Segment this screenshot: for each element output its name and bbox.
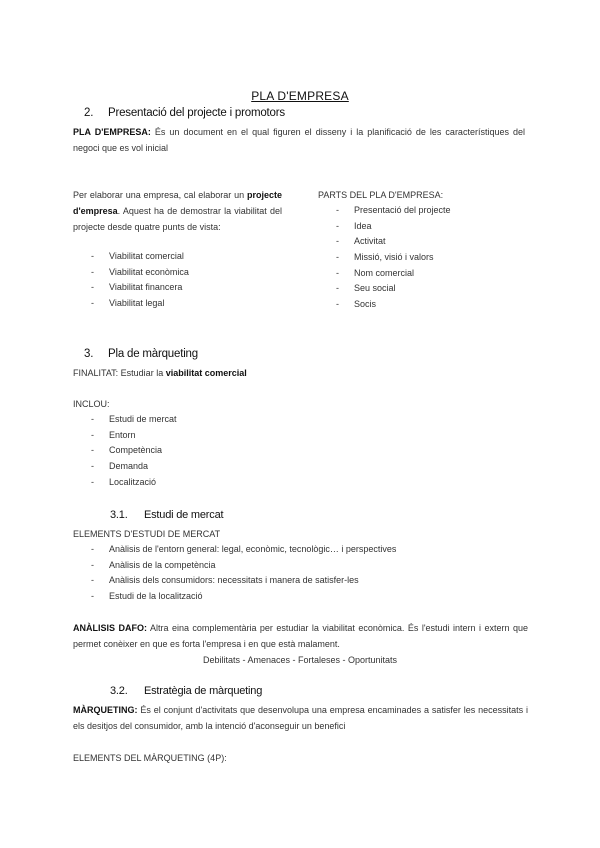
list-item: - Seu social bbox=[354, 281, 534, 297]
viability-list bbox=[109, 249, 289, 312]
intro-text-start: Per elaborar una empresa, cal elaborar un bbox=[73, 190, 247, 200]
list-item: - Competència bbox=[109, 443, 289, 459]
market-study-elements-label: ELEMENTS D'ESTUDI DE MERCAT bbox=[73, 529, 221, 539]
section-3-1-number: 3.1. bbox=[110, 509, 128, 521]
section-3-1-heading bbox=[110, 509, 223, 521]
list-item: - Entorn bbox=[109, 428, 289, 444]
section-3-2-heading bbox=[110, 685, 262, 697]
marketing-text: És el conjunt d'activitats que desenvolupa una empresa encaminades a satisfer les necessitats i els desitjos del consumidor, amb la intenció d'aconseguir un benefici bbox=[73, 705, 528, 731]
section-3-number: 3. bbox=[84, 348, 94, 360]
list-item: - Anàlisis dels consumidors: necessitats i manera de satisfer-les bbox=[109, 573, 529, 589]
marketing-definition bbox=[73, 702, 528, 734]
finalitat-line bbox=[73, 365, 247, 381]
plan-parts-heading: PARTS DEL PLA D'EMPRESA: bbox=[318, 190, 444, 200]
list-item: - Estudi de mercat bbox=[109, 412, 289, 428]
list-item: - Activitat bbox=[354, 234, 534, 250]
section-2-title: Presentació del projecte i promotors bbox=[108, 107, 285, 119]
section-3-heading bbox=[84, 348, 198, 360]
list-item: - Viabilitat econòmica bbox=[109, 265, 289, 281]
inclou-list bbox=[109, 412, 289, 490]
page-title: PLA D'EMPRESA bbox=[251, 89, 349, 103]
section-2-heading bbox=[84, 107, 285, 119]
dafo-text: Altra eina complementària per estudiar la viabilitat econòmica. És l'estudi intern i extern que permet conèixer en que es forta l'empresa i en que està malament. bbox=[73, 623, 528, 649]
list-item: - Socis bbox=[354, 297, 534, 313]
finalitat-bold: viabilitat comercial bbox=[165, 368, 247, 378]
list-item: - Anàlisis de l'entorn general: legal, econòmic, tecnològic… i perspectives bbox=[109, 542, 529, 558]
list-item: - Viabilitat legal bbox=[109, 296, 289, 312]
project-intro-paragraph bbox=[73, 187, 282, 235]
plan-definition bbox=[73, 124, 525, 156]
section-3-1-title: Estudi de mercat bbox=[144, 509, 224, 521]
section-3-title: Pla de màrqueting bbox=[108, 348, 198, 360]
list-item: - Estudi de la localització bbox=[109, 589, 529, 605]
section-3-2-number: 3.2. bbox=[110, 685, 128, 697]
marketing-elements-label: ELEMENTS DEL MÀRQUETING (4P): bbox=[73, 753, 227, 763]
dafo-elements-line: Debilitats - Amenaces - Fortaleses - Oportunitats bbox=[202, 655, 398, 665]
plan-parts-list bbox=[354, 203, 534, 313]
inclou-label: INCLOU: bbox=[73, 399, 110, 409]
list-item: - Missió, visió i valors bbox=[354, 250, 534, 266]
intro-text-bold: projecte d'empresa bbox=[73, 190, 282, 216]
section-3-2-title: Estratègia de màrqueting bbox=[144, 685, 263, 697]
dafo-paragraph bbox=[73, 620, 528, 652]
plan-definition-text: És un document en el qual figuren el disseny i la planificació de les característiques del negoci que es vol inicial bbox=[73, 127, 525, 153]
list-item: - Viabilitat comercial bbox=[109, 249, 289, 265]
marketing-term: MÀRQUETING: bbox=[73, 705, 138, 715]
section-2-number: 2. bbox=[84, 107, 94, 119]
list-item: - Localització bbox=[109, 475, 289, 491]
list-item: - Demanda bbox=[109, 459, 289, 475]
finalitat-label: FINALITAT: Estudiar la bbox=[73, 368, 166, 378]
intro-text-end: . Aquest ha de demostrar la viabilitat del projecte desde quatre punts de vista: bbox=[73, 206, 282, 232]
market-study-list bbox=[109, 542, 529, 605]
list-item: - Idea bbox=[354, 219, 534, 235]
list-item: - Viabilitat financera bbox=[109, 280, 289, 296]
list-item: - Anàlisis de la competència bbox=[109, 558, 529, 574]
plan-definition-term: PLA D'EMPRESA: bbox=[73, 127, 151, 137]
dafo-term: ANÀLISIS DAFO: bbox=[73, 623, 147, 633]
list-item: - Nom comercial bbox=[354, 266, 534, 282]
list-item: - Presentació del projecte bbox=[354, 203, 534, 219]
